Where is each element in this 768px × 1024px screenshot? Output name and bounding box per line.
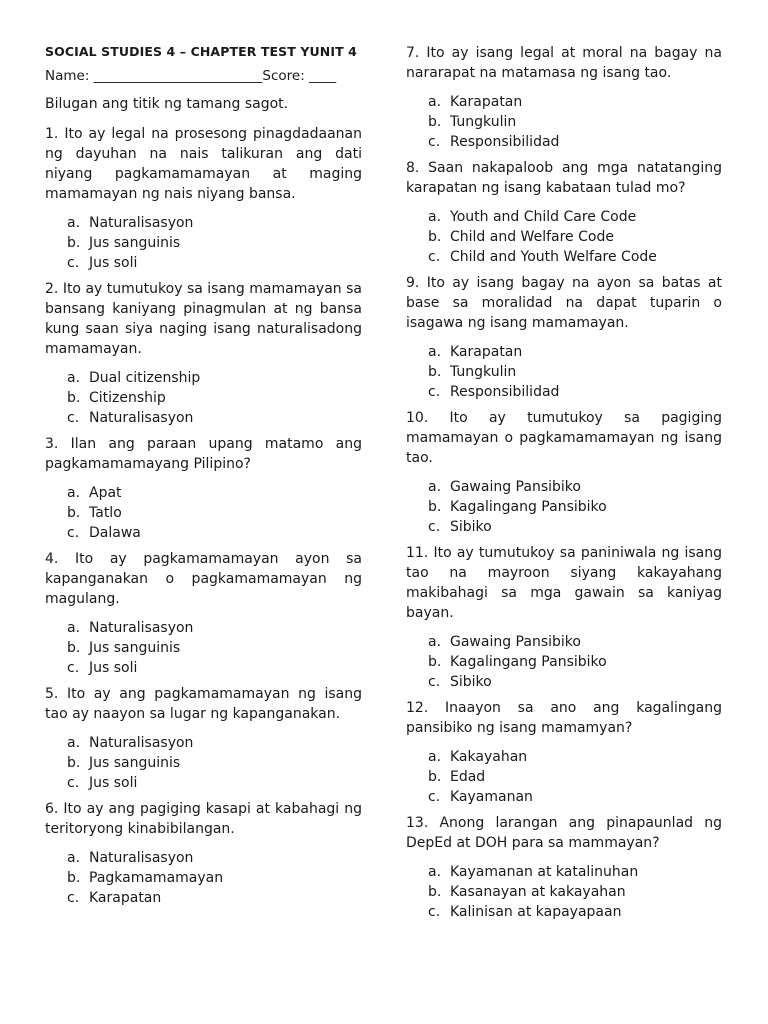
choice-letter: a. [67,485,81,501]
question-text: 5. Ito ay ang pagkamamamayan ng isang tao ay naayon sa lugar ng kapanganakan. [45,686,362,722]
choice-item[interactable] [67,233,362,253]
choice-letter: b. [67,755,81,771]
choice-text: Tungkulin [450,114,517,130]
choice-item[interactable] [67,253,362,273]
question-text: 3. Ilan ang paraan upang matamo ang pagkamamamayang Pilipino? [45,436,362,472]
choice-text: Jus soli [89,775,138,791]
choice-text: Jus sanguinis [89,640,181,656]
choice-letter: a. [67,370,81,386]
choice-letter: b. [428,654,442,670]
question-item [406,408,722,537]
choice-text: Naturalisasyon [89,735,194,751]
choice-letter: b. [67,505,81,521]
question-item [406,698,722,807]
choice-item[interactable] [67,658,362,678]
choice-letter: a. [428,634,442,650]
choice-letter: b. [428,114,442,130]
question-text: 4. Ito ay pagkamamamayan ayon sa kapanganakan o pagkamamamayan ng magulang. [45,551,362,607]
choice-text: Naturalisasyon [89,620,194,636]
choice-item[interactable] [428,477,722,497]
choice-letter: b. [67,235,81,251]
choice-letter: a. [67,215,81,231]
choice-letter: b. [428,884,442,900]
choice-item[interactable] [428,92,722,112]
choice-item[interactable] [428,342,722,362]
choice-text: Kagalingang Pansibiko [450,499,607,515]
choice-text: Jus soli [89,255,138,271]
choice-item[interactable] [428,902,722,922]
choice-letter: c. [428,134,441,150]
choice-text: Child and Welfare Code [450,229,614,245]
choice-item[interactable] [428,652,722,672]
choice-letter: a. [67,735,81,751]
choice-list [45,733,362,793]
choice-letter: c. [67,525,80,541]
choice-text: Karapatan [89,890,162,906]
choice-list [406,632,722,692]
choice-letter: a. [428,749,442,765]
left-question-list [45,124,362,908]
choice-letter: b. [428,499,442,515]
choice-text: Dual citizenship [89,370,201,386]
question-item [406,158,722,267]
choice-letter: c. [67,660,80,676]
choice-text: Kayamanan [450,789,533,805]
choice-text: Naturalisasyon [89,410,194,426]
choice-letter: b. [67,870,81,886]
left-column [45,43,362,914]
question-text: 8. Saan nakapaloob ang mga natatanging karapatan ng isang kabataan tulad mo? [406,160,722,196]
choice-text: Dalawa [89,525,141,541]
question-item [406,43,722,152]
choice-letter: b. [67,390,81,406]
choice-text: Child and Youth Welfare Code [450,249,657,265]
choice-letter: c. [67,255,80,271]
choice-letter: b. [67,640,81,656]
choice-item[interactable] [428,632,722,652]
choice-item[interactable] [67,408,362,428]
choice-letter: b. [428,229,442,245]
name-score-line: Name: _________________________Score: ____ [45,68,337,84]
instruction: Bilugan ang titik ng tamang sagot. [45,96,289,112]
choice-letter: c. [428,674,441,690]
choice-item[interactable] [428,382,722,402]
choice-list [406,477,722,537]
choice-list [45,848,362,908]
choice-item[interactable] [428,767,722,787]
choice-text: Karapatan [450,94,523,110]
choice-item[interactable] [67,888,362,908]
question-text: 12. Inaayon sa ano ang kagalingang pansibiko ng isang mamamyan? [406,700,722,736]
right-column [406,43,722,928]
choice-letter: c. [67,410,80,426]
choice-letter: c. [428,519,441,535]
choice-item[interactable] [67,733,362,753]
choice-item[interactable] [67,213,362,233]
choice-text: Sibiko [450,674,492,690]
choice-item[interactable] [428,247,722,267]
choice-item[interactable] [428,207,722,227]
question-text: 1. Ito ay legal na prosesong pinagdadaanan ng dayuhan na nais talikuran ang dati niyang pagkamamamayan at maging mamamayan ng nais niyang bansa. [45,126,362,202]
choice-item[interactable] [67,773,362,793]
choice-item[interactable] [67,638,362,658]
question-item [45,684,362,793]
choice-item[interactable] [67,753,362,773]
choice-list [45,213,362,273]
choice-list [45,618,362,678]
choice-item[interactable] [428,882,722,902]
choice-list [406,862,722,922]
right-question-list [406,43,722,922]
choice-letter: c. [428,904,441,920]
choice-item[interactable] [67,368,362,388]
choice-item[interactable] [428,672,722,692]
choice-list [406,92,722,152]
choice-item[interactable] [428,132,722,152]
choice-letter: b. [428,364,442,380]
question-item [45,124,362,273]
choice-text: Kalinisan at kapayapaan [450,904,622,920]
question-item [406,543,722,692]
choice-letter: a. [428,94,442,110]
choice-list [406,207,722,267]
choice-letter: a. [428,479,442,495]
choice-list [406,342,722,402]
choice-letter: a. [428,864,442,880]
choice-item[interactable] [428,227,722,247]
choice-letter: c. [428,384,441,400]
choice-text: Kayamanan at katalinuhan [450,864,639,880]
choice-item[interactable] [428,862,722,882]
question-item [45,434,362,543]
choice-text: Kasanayan at kakayahan [450,884,626,900]
question-item [45,549,362,678]
question-text: 6. Ito ay ang pagiging kasapi at kabahagi ng teritoryong kinabibilangan. [45,801,362,837]
question-item [406,273,722,402]
question-text: 2. Ito ay tumutukoy sa isang mamamayan sa bansang kaniyang pinagmulan at ng bansa kung saan siya naging isang naturalisadong mamamayan. [45,281,362,357]
choice-text: Responsibilidad [450,384,560,400]
choice-item[interactable] [428,787,722,807]
choice-item[interactable] [67,618,362,638]
choice-item[interactable] [428,112,722,132]
choice-item[interactable] [67,483,362,503]
choice-text: Kakayahan [450,749,528,765]
choice-list [406,747,722,807]
choice-text: Sibiko [450,519,492,535]
choice-list [45,368,362,428]
choice-item[interactable] [428,747,722,767]
choice-text: Pagkamamamayan [89,870,224,886]
choice-item[interactable] [67,388,362,408]
choice-text: Naturalisasyon [89,850,194,866]
choice-letter: c. [67,890,80,906]
question-text: 13. Anong larangan ang pinapaunlad ng DepEd at DOH para sa mammayan? [406,815,722,851]
choice-list [45,483,362,543]
choice-letter: a. [67,620,81,636]
question-text: 10. Ito ay tumutukoy sa pagiging mamamayan o pagkamamamayan ng isang tao. [406,410,722,466]
choice-item[interactable] [428,517,722,537]
choice-item[interactable] [67,868,362,888]
choice-text: Citizenship [89,390,166,406]
choice-item[interactable] [67,848,362,868]
choice-text: Karapatan [450,344,523,360]
choice-text: Responsibilidad [450,134,560,150]
choice-text: Jus soli [89,660,138,676]
question-text: 11. Ito ay tumutukoy sa paniniwala ng isang tao na mayroon siyang kakayahang makibahagi sa mga gawain sa kaniyag bayan. [406,545,722,621]
choice-letter: b. [428,769,442,785]
choice-letter: a. [428,209,442,225]
choice-letter: a. [67,850,81,866]
choice-item[interactable] [67,523,362,543]
choice-text: Gawaing Pansibiko [450,479,581,495]
choice-text: Youth and Child Care Code [450,209,637,225]
choice-text: Jus sanguinis [89,755,181,771]
question-text: 7. Ito ay isang legal at moral na bagay na nararapat na matamasa ng isang tao. [406,45,722,81]
choice-text: Kagalingang Pansibiko [450,654,607,670]
choice-text: Naturalisasyon [89,215,194,231]
question-item [45,799,362,908]
choice-letter: c. [428,249,441,265]
choice-text: Edad [450,769,486,785]
choice-letter: a. [428,344,442,360]
choice-text: Tungkulin [450,364,517,380]
test-title: SOCIAL STUDIES 4 – CHAPTER TEST YUNIT 4 [45,44,357,59]
choice-text: Gawaing Pansibiko [450,634,581,650]
choice-text: Jus sanguinis [89,235,181,251]
choice-text: Tatlo [89,505,122,521]
choice-letter: c. [67,775,80,791]
question-item [45,279,362,428]
choice-text: Apat [89,485,122,501]
question-text: 9. Ito ay isang bagay na ayon sa batas at base sa moralidad na dapat tuparin o isagawa ng isang mamamayan. [406,275,722,331]
question-item [406,813,722,922]
choice-item[interactable] [428,362,722,382]
choice-item[interactable] [67,503,362,523]
choice-item[interactable] [428,497,722,517]
choice-letter: c. [428,789,441,805]
